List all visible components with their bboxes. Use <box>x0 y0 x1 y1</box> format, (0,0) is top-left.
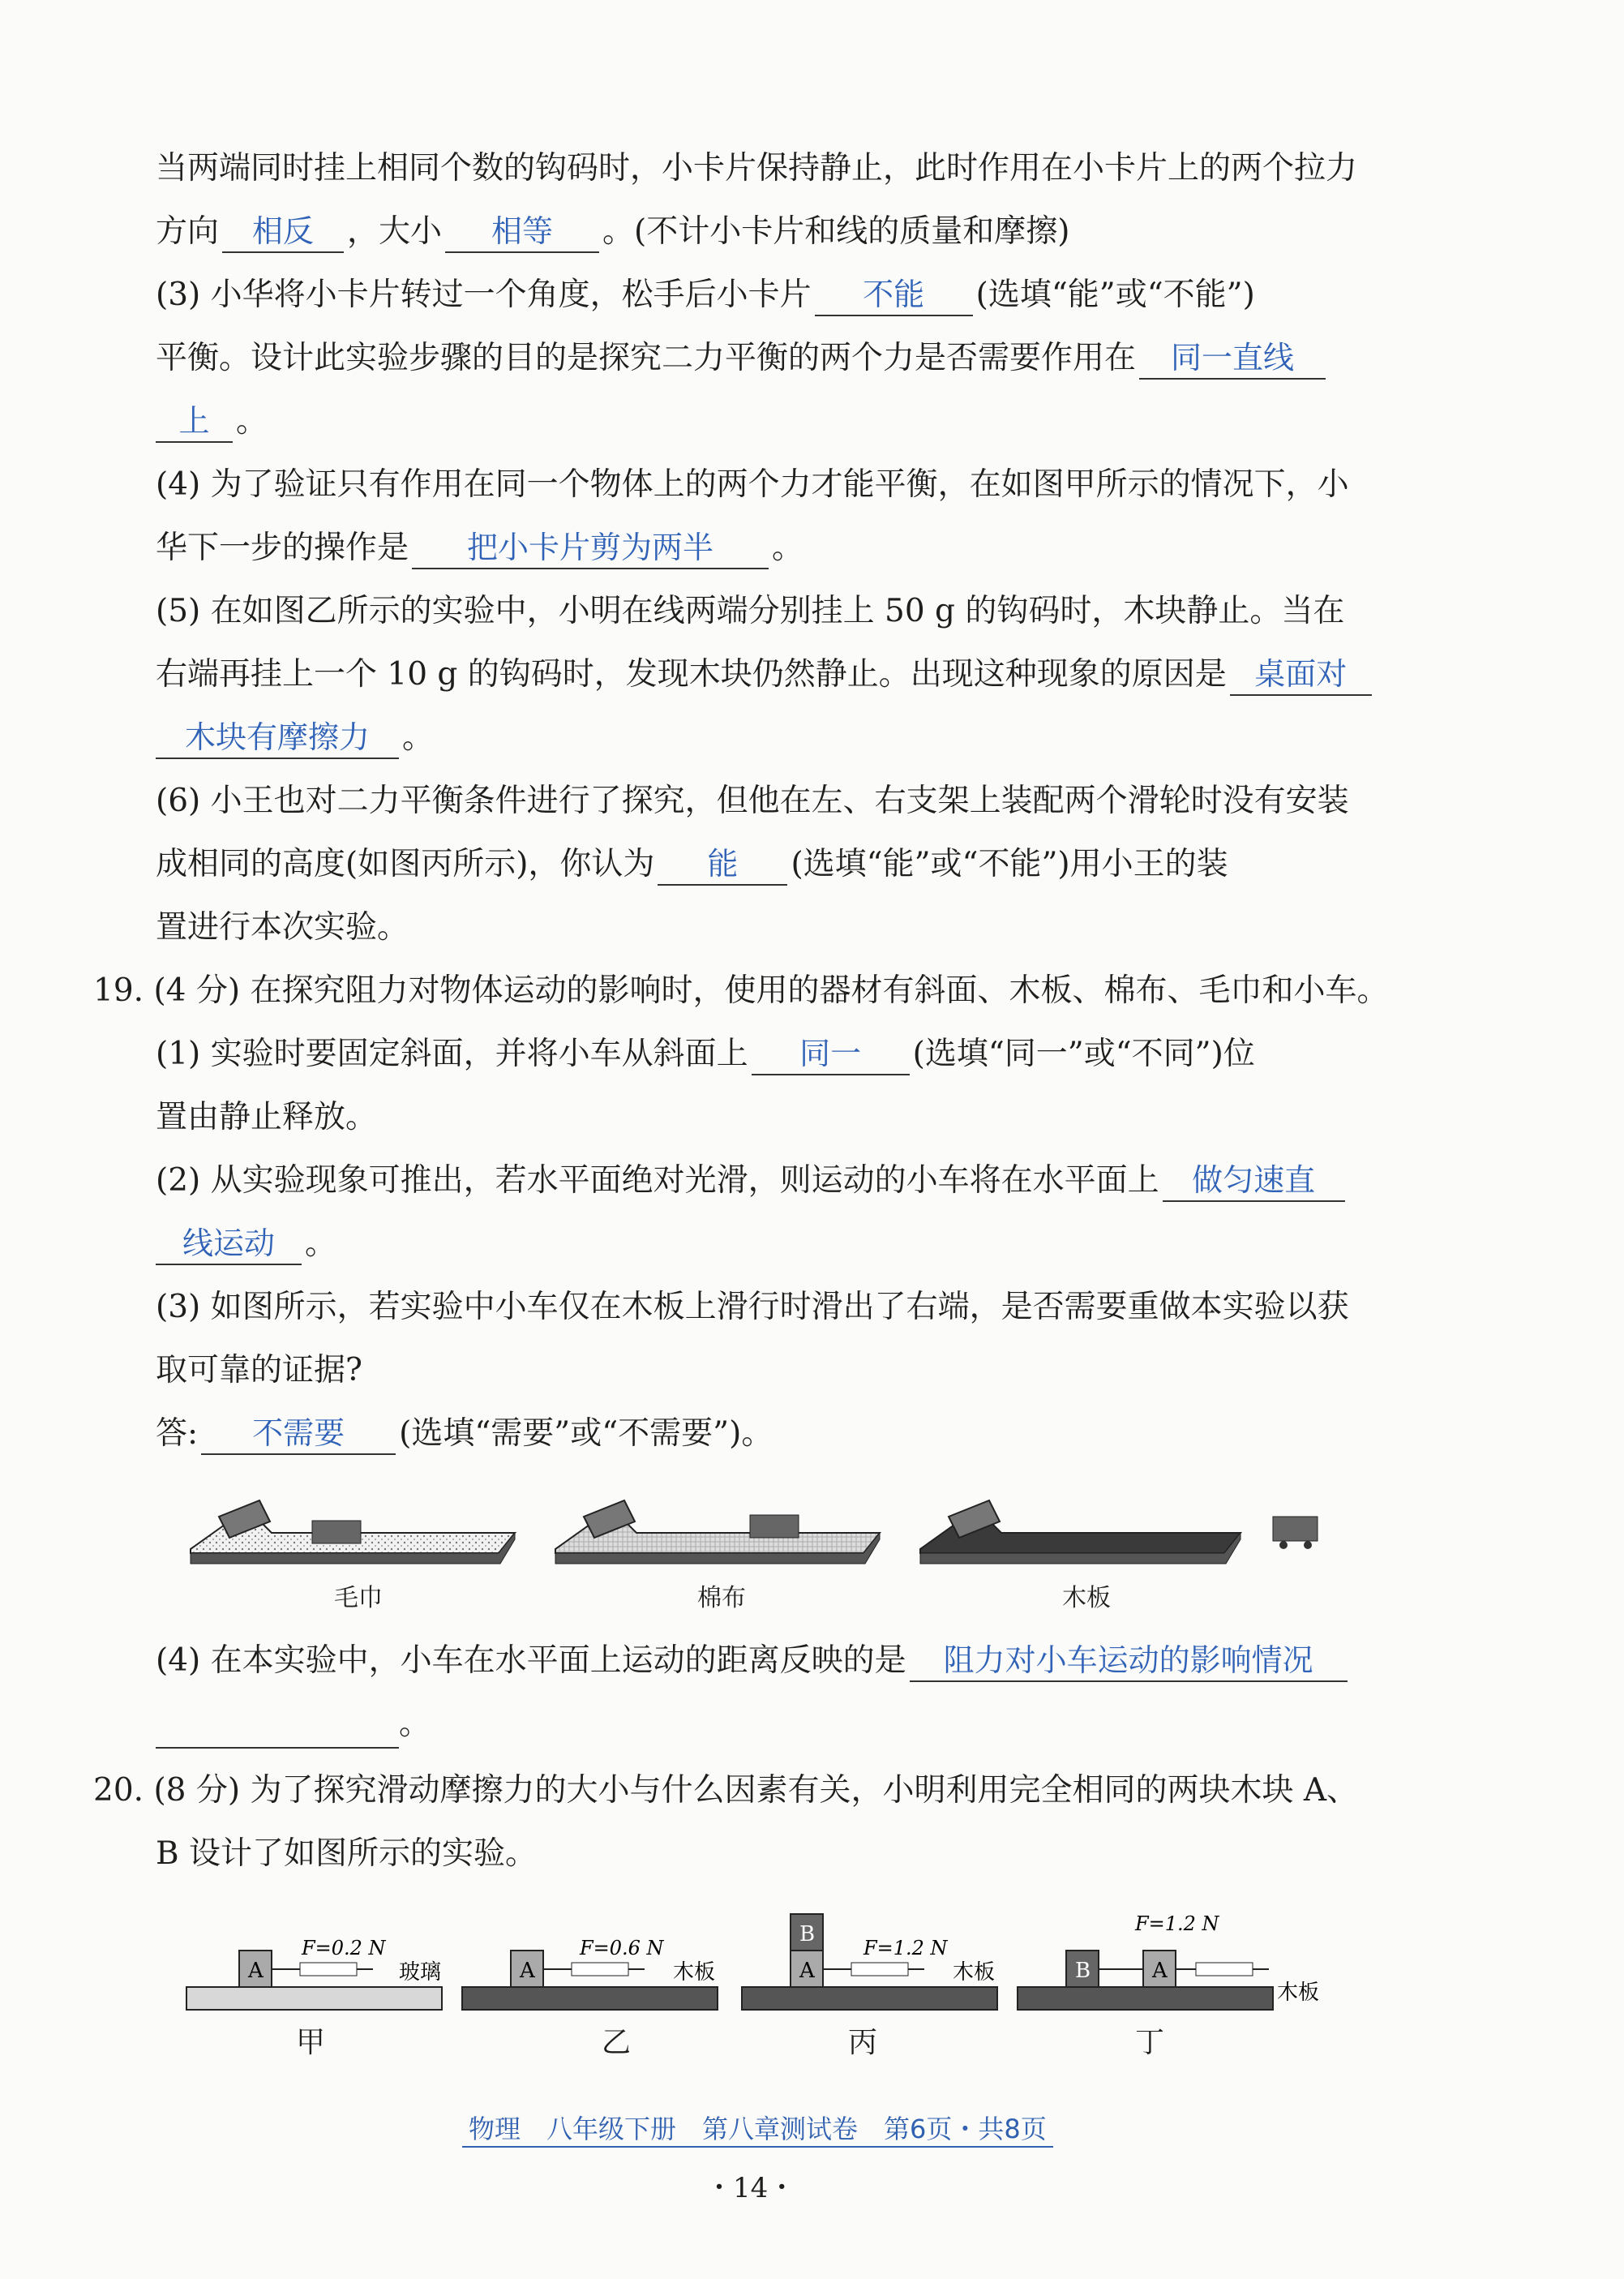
q18-line-8: (5) 在如图乙所示的实验中，小明在线两端分别挂上 50 g 的钩码时，木块静止。当在 <box>156 593 1345 629</box>
text: ，大小 <box>347 213 443 250</box>
block-a: A <box>1152 1959 1168 1983</box>
q19-line-3: 置由静止释放。 <box>156 1099 378 1135</box>
answer-19-4: 阻力对小车运动的影响情况 <box>910 1640 1348 1682</box>
text: (4 分) 在探究阻力对物体运动的影响时，使用的器材有斜面、木板、棉布、毛巾和小车。 <box>153 972 1389 1009</box>
force-label: F=0.6 N <box>580 1937 664 1959</box>
q18-line-3 <box>156 273 1255 318</box>
text: 。(不计小卡片和线的质量和摩擦) <box>602 213 1070 250</box>
force-label: F=0.2 N <box>302 1937 386 1959</box>
block-b: B <box>1075 1959 1091 1983</box>
text: 成相同的高度(如图丙所示)，你认为 <box>156 846 655 882</box>
answer-19-1: 同一 <box>752 1033 910 1075</box>
answer-6a: 桌面对 <box>1230 654 1372 696</box>
surface-label: 玻璃 <box>399 1960 442 1985</box>
cotton-ramp <box>555 1500 880 1564</box>
caption-bing: 丙 <box>848 2026 878 2059</box>
answer-7: 能 <box>658 843 787 886</box>
text: (2) 从实验现象可推出，若水平面绝对光滑，则运动的小车将在水平面上 <box>156 1162 1159 1199</box>
fig-yi <box>462 1937 718 2010</box>
text: (选填“需要”或“不需要”)。 <box>399 1415 773 1452</box>
surface-label: 木板 <box>1277 1981 1320 2005</box>
question-19 <box>93 968 1388 1014</box>
text: (选填“能”或“不能”) <box>975 277 1255 313</box>
force-label: F=1.2 N <box>1135 1912 1219 1935</box>
q18-line-13: 置进行本次实验。 <box>156 909 409 946</box>
caption-jia: 甲 <box>296 2026 326 2059</box>
answer-4a: 同一直线 <box>1139 337 1326 380</box>
q18-line-9 <box>156 652 1375 697</box>
q19-line-10 <box>156 1702 431 1749</box>
answer-5: 把小卡片剪为两半 <box>412 527 769 569</box>
text: (选填“同一”或“不同”)位 <box>912 1036 1255 1072</box>
block-a: A <box>799 1959 815 1983</box>
q19-line-6: (3) 如图所示，若实验中小车仅在木板上滑行时滑出了右端，是否需要重做本实验以获 <box>156 1289 1349 1325</box>
q19-line-8 <box>156 1411 773 1457</box>
fig-ding <box>1018 1912 1319 2010</box>
text: (4) 在本实验中，小车在水平面上运动的距离反映的是 <box>156 1642 906 1679</box>
q20-line-2: B 设计了如图所示的实验。 <box>156 1835 538 1872</box>
q18-line-1: 当两端同时挂上相同个数的钩码时，小卡片保持静止，此时作用在小卡片上的两个拉力 <box>156 150 1358 187</box>
q19-line-7: 取可靠的证据? <box>156 1352 362 1388</box>
board-ramp <box>920 1500 1318 1564</box>
text: 华下一步的操作是 <box>156 530 409 566</box>
answer-6b: 木块有摩擦力 <box>156 717 399 759</box>
q18-line-11: (6) 小王也对二力平衡条件进行了探究，但他在左、右支架上装配两个滑轮时没有安装 <box>156 783 1349 819</box>
text: 方向 <box>156 213 220 250</box>
q19-line-5 <box>156 1221 336 1267</box>
block-a: A <box>520 1959 535 1983</box>
text: 。 <box>399 1706 431 1742</box>
caption-ding: 丁 <box>1135 2026 1165 2059</box>
answer-19-3: 不需要 <box>201 1413 396 1455</box>
answer-1: 相反 <box>222 211 344 253</box>
text: (1) 实验时要固定斜面，并将小车从斜面上 <box>156 1036 748 1072</box>
answer-2: 相等 <box>445 211 599 253</box>
q18-line-10 <box>156 715 434 761</box>
q18-line-4 <box>156 336 1329 381</box>
block-b: B <box>799 1922 816 1946</box>
text: (选填“能”或“不能”)用小王的装 <box>791 846 1228 882</box>
text: 平衡。设计此实验步骤的目的是探究二力平衡的两个力是否需要作用在 <box>156 340 1137 376</box>
question-20 <box>93 1768 1358 1813</box>
q19-line-4 <box>156 1158 1348 1204</box>
block-a: A <box>248 1959 264 1983</box>
answer-3: 不能 <box>815 274 973 316</box>
caption-towel: 毛巾 <box>334 1584 383 1612</box>
friction-figure <box>178 1898 1346 2060</box>
text: 。 <box>305 1225 337 1262</box>
q18-line-5 <box>156 399 268 444</box>
page-footer: 物理 八年级下册 第八章测试卷 第6页・共8页 <box>462 2109 1053 2148</box>
fig-bing <box>742 1914 997 2010</box>
q19-line-2 <box>156 1032 1255 1077</box>
page-number: ・14・ <box>705 2172 796 2204</box>
answer-19-2a: 做匀速直 <box>1163 1160 1345 1202</box>
text: 答: <box>156 1415 199 1452</box>
question-number: 19. <box>93 972 144 1009</box>
caption-cotton: 棉布 <box>697 1584 746 1612</box>
answer-19-2b: 线运动 <box>156 1223 302 1265</box>
answer-4b: 上 <box>156 401 233 443</box>
text: (8 分) 为了探究滑动摩擦力的大小与什么因素有关，小明利用完全相同的两块木块 A、 <box>153 1772 1359 1809</box>
text: 。 <box>236 403 268 440</box>
question-number: 20. <box>93 1772 144 1809</box>
caption-yi: 乙 <box>602 2026 632 2059</box>
fig-jia <box>186 1937 442 2010</box>
text: 。 <box>402 719 435 756</box>
answer-line <box>156 1702 399 1749</box>
q19-line-9 <box>156 1638 1351 1684</box>
caption-board: 木板 <box>1062 1584 1111 1612</box>
force-label: F=1.2 N <box>863 1937 948 1959</box>
text: 。 <box>772 530 804 566</box>
surface-label: 木板 <box>673 1960 716 1985</box>
text: 右端再挂上一个 10 g 的钩码时，发现木块仍然静止。出现这种现象的原因是 <box>156 656 1227 693</box>
q18-line-7 <box>156 526 803 571</box>
towel-ramp <box>191 1500 515 1564</box>
q18-line-12 <box>156 842 1228 887</box>
q18-line-2 <box>156 209 1069 255</box>
q18-line-6: (4) 为了验证只有作用在同一个物体上的两个力才能平衡，在如图甲所示的情况下，小 <box>156 466 1349 503</box>
surface-label: 木板 <box>953 1960 996 1985</box>
text: (3) 小华将小卡片转过一个角度，松手后小卡片 <box>156 277 812 313</box>
